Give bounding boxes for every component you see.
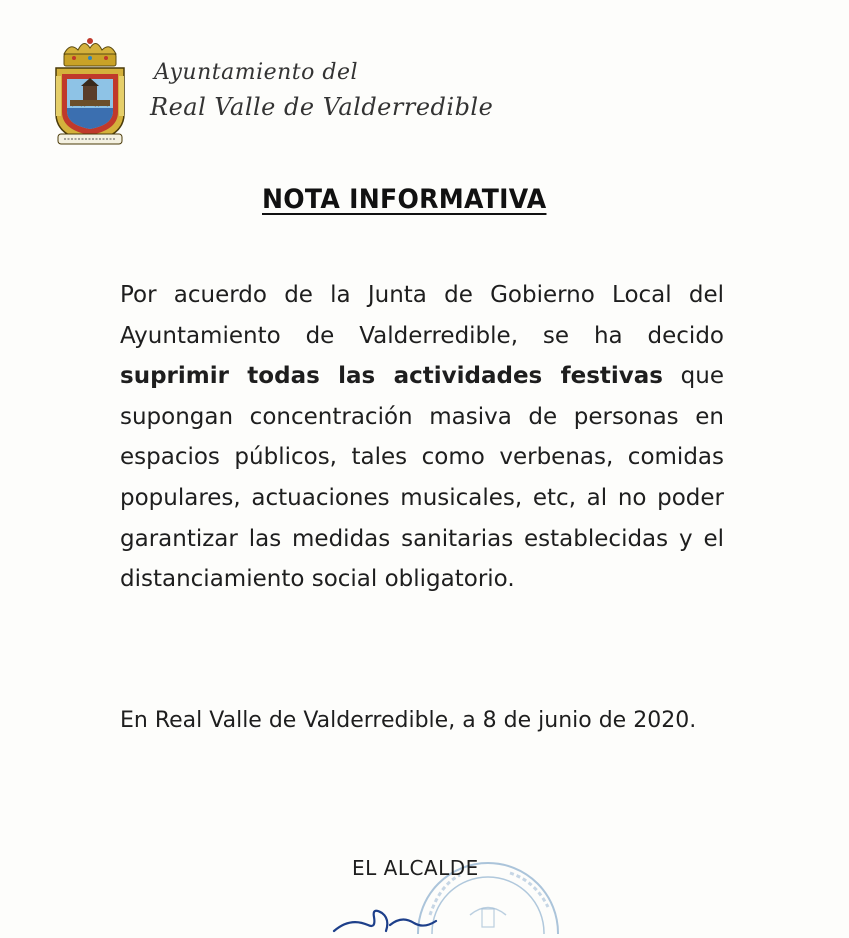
body-paragraph xyxy=(120,275,724,600)
municipal-coat-of-arms-icon xyxy=(50,36,130,148)
body-text-rest: que supongan concentración masiva de personas en espacios públicos, tales como verbenas, comidas populares, actuaciones musicales, etc, al no poder garantizar las medidas sanitarias establecidas y el distanciamiento social obligatorio. xyxy=(120,363,724,593)
place-date-line: En Real Valle de Valderredible, a 8 de junio de 2020. xyxy=(120,708,697,733)
signer-title: EL ALCALDE xyxy=(352,856,479,880)
letterhead xyxy=(150,58,493,126)
handwritten-signature-icon xyxy=(330,895,440,934)
letterhead-line-2: Real Valle de Valderredible xyxy=(150,93,494,121)
body-text-intro: Por acuerdo de la Junta de Gobierno Local del Ayuntamiento de Valderredible, se ha decido xyxy=(120,282,724,349)
letterhead-line-1: Ayuntamiento del xyxy=(154,60,359,85)
body-text-emphasis: suprimir todas las actividades festivas xyxy=(120,363,663,390)
document-title: NOTA INFORMATIVA xyxy=(262,184,547,215)
